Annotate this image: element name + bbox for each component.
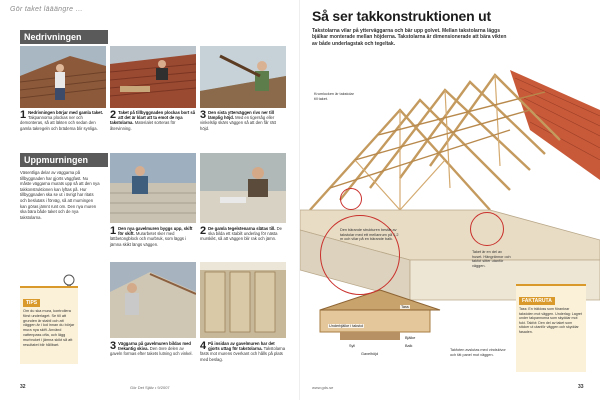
caption-masonry-2 <box>200 226 286 242</box>
photo-masonry-2 <box>200 153 286 223</box>
label-syll: Syll <box>349 344 356 348</box>
photo-demolition-3 <box>200 46 286 108</box>
caption-text: Takpannorna plockas ner och demonteras, så att läkten och sedan den gamla takregeln och bräderna blir synliga. <box>20 115 98 131</box>
photo-masonry-1 <box>110 153 196 223</box>
callout-middle: Den bärande strukturen består av takstolar med ett mellanrum på 1,2 m och vilar på en bärande balk. <box>340 228 399 242</box>
label-tass: Tass <box>401 305 409 309</box>
detail-loupe-small <box>340 188 362 210</box>
caption-demolition-3 <box>200 110 286 131</box>
caption-number: 2 <box>110 109 117 121</box>
tip-box <box>20 286 78 364</box>
photo-masonry-3 <box>110 262 196 338</box>
caption-text: Materialet sorteras för återvinning. <box>110 120 176 131</box>
caption-bold: Den sista ytterväggen rivs ner till lämplig höjd. <box>208 110 274 121</box>
tip-title: TIPS <box>23 299 40 307</box>
photo-demolition-1 <box>20 46 106 108</box>
caption-bold: Väggarna på gavelmuren bildas med trekantig skiva. <box>118 341 191 352</box>
caption-masonry-4 <box>200 341 286 362</box>
photo-demolition-2 <box>110 46 196 108</box>
section-title-nedrivningen: Nedrivningen <box>20 30 108 44</box>
label-underbjalke: Underbjälke i takstol <box>329 324 364 328</box>
caption-number: 1 <box>110 225 117 237</box>
caption-number: 3 <box>200 109 207 121</box>
detail-loupe-right <box>470 212 504 246</box>
caption-demolition-2 <box>110 110 196 131</box>
caption-text: Med en tigersåg eller vinkelslip skärs väggen så att den får rätt höjd. <box>200 115 276 131</box>
section-intro: Väsentliga delar av väggarna på tillbyggnaden har gjorts väggfast. Nu måste väggarna murats upp så att den nya takkonstruktionen kan lyftas på. Hur tillbyggnaden ska se ut i övrigt har ritats och beslutats i förväg, så att murningen kan göras jämnt runt om. Den nya muren ska bära både taket och de nya takstolarna. <box>20 170 100 220</box>
tip-text: Om du ska mura, kontrollera först underlaget. Se till att grunden är stabil och att väggen är i lod innan du börjar mura nya skift. Använd vattenpass ofta, och lägg murbruket i jämna skikt så att resultatet blir hållbart. <box>23 309 75 347</box>
lede: Takstolarna vilar på ytterväggarna och bär upp golvet. Mellan takstolarna läggs bjälkar monterade mellan höjderna. Takstolarna är dimensionerade att bära vikten av både underlagstak och tegeltak. <box>312 28 507 47</box>
caption-bold: Den nya gavelmuren byggs upp, skift för skift. <box>118 226 193 237</box>
caption-text: De ska bilda ett stabilt underlag för nästa murskikt, så att väggen blir rak och jämn. <box>200 226 282 242</box>
callout-right: Taket är en del av huset. Hängrännor och takfot sitter utanför väggen. <box>472 250 511 268</box>
caption-masonry-3 <box>110 341 196 357</box>
page-number-left: 32 <box>20 384 26 390</box>
caption-bold: Nedrivningen börjar med gamla taket. <box>28 110 104 115</box>
folio-right: www.gds.se <box>312 385 334 390</box>
facts-title: FAKTARUTA <box>519 297 555 305</box>
caption-text: Murarbetet sker med lättbetongblock och murbruk, som läggs i jämna skikt längs väggen. <box>110 231 187 247</box>
headline: Så ser takkonstruktionen ut <box>312 8 491 24</box>
label-gavel: Gavelhöjd <box>361 352 379 356</box>
caption-text: Den övre delen av gaveln formas efter takets lutning och vinkel. <box>110 346 193 357</box>
caption-bold: De gamla tegelstenarna slätas till. <box>208 226 276 231</box>
caption-masonry-1 <box>110 226 196 247</box>
caption-number: 2 <box>200 225 207 237</box>
caption-bold: Taket på tillbyggnaden plockas bort så att det är klart att ta emot de nya takstolarna. <box>110 110 196 126</box>
kicker: Gör taket lääängre … <box>10 6 83 13</box>
caption-number: 4 <box>200 340 207 352</box>
caption-number: 3 <box>110 340 117 352</box>
label-balk: Balk <box>405 344 413 348</box>
folio-left: Gör Det Själv • 9/2007 <box>130 385 170 390</box>
caption-bold: På insidan av gavelmuren har det gjorts uttag för takstolarna. <box>208 341 275 352</box>
photo-masonry-4 <box>200 262 286 338</box>
callout-top: Krumlocken är takstolar till taket. <box>314 92 354 101</box>
caption-text: Takstolarna fästs mot murens överkant och hålls på plats med beslag. <box>200 346 286 362</box>
detail-loupe-left <box>320 215 400 295</box>
caption-number: 1 <box>20 109 27 121</box>
facts-box <box>516 284 586 372</box>
caption-demolition-1 <box>20 110 106 131</box>
facts-text: Tass: En träkloss som förankrar takstolen mot väggen. Underlag: Lagret under takpannorna som skyddar mot fukt. Takfot: Den del av taket som sticker ut utanför väggen och skyddar fasaden. <box>519 307 582 334</box>
page-number-right: 33 <box>578 384 584 390</box>
right-page <box>300 0 600 400</box>
label-bjalke: Bjälke <box>405 336 416 340</box>
section-title-uppmurningen: Uppmurningen <box>20 153 108 167</box>
callout-bottom: Takfoten avslutas med vindskivor och tät panel mot väggen. <box>450 348 506 357</box>
